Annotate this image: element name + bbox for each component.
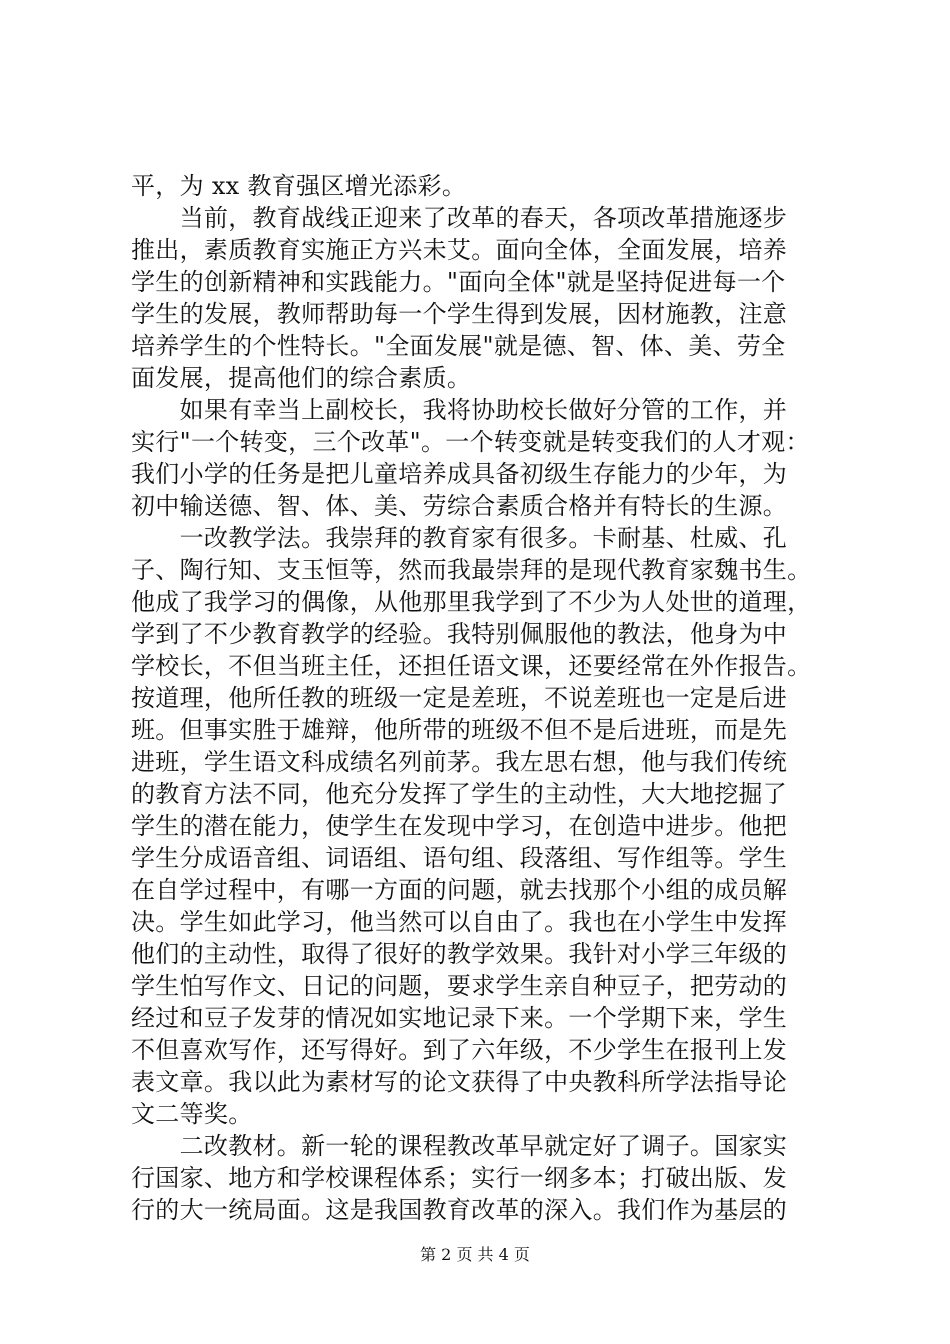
text-line: 二改教材。新一轮的课程教改革早就定好了调子。国家实 (131, 1132, 788, 1160)
body-text (131, 170, 831, 1226)
text-line: 如果有幸当上副校长，我将协助校长做好分管的工作，并 (131, 396, 788, 424)
text-line: 实行"一个转变，三个改革"。一个转变就是转变我们的人才观： (131, 428, 810, 456)
text-line: 进班，学生语文科成绩名列前茅。我左思右想，他与我们传统 (131, 748, 788, 776)
text-line: 学生怕写作文、日记的问题，要求学生亲自种豆子，把劳动的 (131, 972, 788, 1000)
text-line: 不但喜欢写作，还写得好。到了六年级，不少学生在报刊上发 (131, 1036, 788, 1064)
text-line: 一改教学法。我崇拜的教育家有很多。卡耐基、杜威、孔 (131, 524, 788, 552)
text-line: 文二等奖。 (131, 1100, 253, 1128)
text-line: 决。学生如此学习，他当然可以自由了。我也在小学生中发挥 (131, 908, 788, 936)
text-line: 学生分成语音组、词语组、语句组、段落组、写作组等。学生 (131, 844, 788, 872)
page-number-footer: 第 2 页 共 4 页 (420, 1245, 530, 1264)
text-line: 行国家、地方和学校课程体系；实行一纲多本；打破出版、发 (131, 1164, 788, 1192)
text-line: 面发展，提高他们的综合素质。 (131, 364, 472, 392)
text-line: 我们小学的任务是把儿童培养成具备初级生存能力的少年，为 (131, 460, 788, 488)
text-line: 行的大一统局面。这是我国教育改革的深入。我们作为基层的 (131, 1196, 788, 1224)
text-line: 班。但事实胜于雄辩，他所带的班级不但不是后进班，而是先 (131, 716, 788, 744)
text-line: 他们的主动性，取得了很好的教学效果。我针对小学三年级的 (131, 940, 788, 968)
text-line: 表文章。我以此为素材写的论文获得了中央教科所学法指导论 (131, 1068, 788, 1096)
text-line: 当前，教育战线正迎来了改革的春天，各项改革措施逐步 (131, 204, 788, 232)
text-line: 学到了不少教育教学的经验。我特别佩服他的教法，他身为中 (131, 620, 788, 648)
text-line: 学校长，不但当班主任，还担任语文课，还要经常在外作报告。 (131, 652, 812, 680)
text-line: 学生的创新精神和实践能力。"面向全体"就是坚持促进每一个 (131, 268, 786, 296)
text-line: 子、陶行知、支玉恒等，然而我最崇拜的是现代教育家魏书生。 (131, 556, 812, 584)
text-line: 经过和豆子发芽的情况如实地记录下来。一个学期下来，学生 (131, 1004, 788, 1032)
text-line: 培养学生的个性特长。"全面发展"就是德、智、体、美、劳全 (131, 332, 786, 360)
text-line: 他成了我学习的偶像，从他那里我学到了不少为人处世的道理， (131, 588, 812, 616)
text-line: 平，为 xx 教育强区增光添彩。 (131, 172, 467, 200)
text-line: 在自学过程中，有哪一方面的问题，就去找那个小组的成员解 (131, 876, 788, 904)
text-line: 按道理，他所任教的班级一定是差班，不说差班也一定是后进 (131, 684, 788, 712)
text-line: 的教育方法不同，他充分发挥了学生的主动性，大大地挖掘了 (131, 780, 788, 808)
text-line: 学生的发展，教师帮助每一个学生得到发展，因材施教，注意 (131, 300, 788, 328)
text-line: 推出，素质教育实施正方兴未艾。面向全体，全面发展，培养 (131, 236, 788, 264)
text-line: 初中输送德、智、体、美、劳综合素质合格并有特长的生源。 (131, 492, 788, 520)
text-line: 学生的潜在能力，使学生在发现中学习，在创造中进步。他把 (131, 812, 788, 840)
